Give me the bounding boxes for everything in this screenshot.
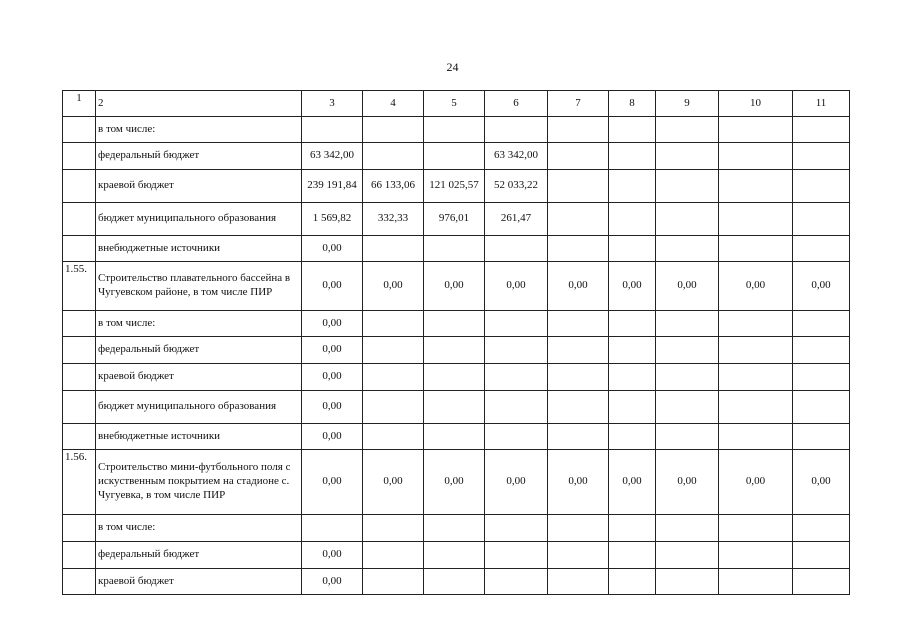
value-cell xyxy=(719,542,793,569)
value-cell xyxy=(609,569,656,595)
table-row xyxy=(63,236,850,262)
value-cell: 0,00 xyxy=(302,236,363,262)
value-cell xyxy=(609,311,656,337)
value-cell xyxy=(424,236,485,262)
value-cell xyxy=(793,117,850,143)
value-cell xyxy=(793,569,850,595)
value-cell xyxy=(548,170,609,203)
column-header: 10 xyxy=(719,91,793,117)
value-cell xyxy=(485,542,548,569)
value-cell xyxy=(719,143,793,170)
value-cell xyxy=(656,391,719,424)
value-cell xyxy=(485,236,548,262)
value-cell: 0,00 xyxy=(424,262,485,311)
row-label-cell: Строительство плавательного бассейна в Чугуевском районе, в том числе ПИР xyxy=(96,262,302,311)
value-cell xyxy=(656,236,719,262)
table-row xyxy=(63,170,850,203)
value-cell: 0,00 xyxy=(363,450,424,515)
value-cell: 0,00 xyxy=(793,450,850,515)
value-cell: 239 191,84 xyxy=(302,170,363,203)
value-cell: 0,00 xyxy=(302,424,363,450)
value-cell xyxy=(485,311,548,337)
value-cell xyxy=(548,311,609,337)
table-row xyxy=(63,117,850,143)
value-cell xyxy=(656,203,719,236)
value-cell xyxy=(548,569,609,595)
value-cell xyxy=(656,311,719,337)
column-header: 4 xyxy=(363,91,424,117)
value-cell xyxy=(363,117,424,143)
value-cell: 0,00 xyxy=(793,262,850,311)
value-cell xyxy=(302,117,363,143)
row-number-cell: 1.56. xyxy=(63,450,96,515)
value-cell xyxy=(719,391,793,424)
value-cell: 0,00 xyxy=(656,450,719,515)
row-label-cell: краевой бюджет xyxy=(96,569,302,595)
column-header: 8 xyxy=(609,91,656,117)
value-cell: 66 133,06 xyxy=(363,170,424,203)
value-cell: 0,00 xyxy=(609,450,656,515)
row-number-cell xyxy=(63,143,96,170)
value-cell xyxy=(302,515,363,542)
value-cell xyxy=(719,364,793,391)
value-cell: 0,00 xyxy=(656,262,719,311)
value-cell xyxy=(485,364,548,391)
row-number-cell xyxy=(63,203,96,236)
row-label-cell: в том числе: xyxy=(96,515,302,542)
value-cell xyxy=(424,569,485,595)
column-header: 6 xyxy=(485,91,548,117)
row-label-cell: краевой бюджет xyxy=(96,364,302,391)
value-cell xyxy=(363,424,424,450)
row-label-cell: Строительство мини-футбольного поля с искуственным покрытием на стадионе с. Чугуевка, в том числе ПИР xyxy=(96,450,302,515)
value-cell xyxy=(424,364,485,391)
value-cell: 332,33 xyxy=(363,203,424,236)
value-cell: 0,00 xyxy=(548,450,609,515)
row-label-cell: федеральный бюджет xyxy=(96,143,302,170)
value-cell xyxy=(656,143,719,170)
table-row xyxy=(63,450,850,515)
table-body xyxy=(63,91,850,595)
row-label-cell: бюджет муниципального образования xyxy=(96,391,302,424)
value-cell xyxy=(719,424,793,450)
value-cell xyxy=(793,203,850,236)
value-cell xyxy=(793,236,850,262)
row-label-cell: внебюджетные источники xyxy=(96,424,302,450)
value-cell xyxy=(548,424,609,450)
value-cell xyxy=(609,203,656,236)
value-cell xyxy=(485,515,548,542)
value-cell: 63 342,00 xyxy=(302,143,363,170)
row-number-cell xyxy=(63,569,96,595)
value-cell xyxy=(424,424,485,450)
value-cell xyxy=(609,424,656,450)
value-cell xyxy=(485,337,548,364)
value-cell xyxy=(424,515,485,542)
value-cell xyxy=(609,170,656,203)
column-header: 11 xyxy=(793,91,850,117)
value-cell: 0,00 xyxy=(302,450,363,515)
value-cell xyxy=(656,170,719,203)
value-cell: 0,00 xyxy=(302,542,363,569)
value-cell: 52 033,22 xyxy=(485,170,548,203)
value-cell xyxy=(719,170,793,203)
table-row xyxy=(63,364,850,391)
value-cell xyxy=(363,515,424,542)
value-cell xyxy=(363,364,424,391)
column-header: 7 xyxy=(548,91,609,117)
column-header: 1 xyxy=(63,91,96,117)
value-cell: 0,00 xyxy=(302,569,363,595)
value-cell xyxy=(609,542,656,569)
value-cell xyxy=(548,143,609,170)
column-header: 9 xyxy=(656,91,719,117)
value-cell xyxy=(656,515,719,542)
row-label-cell: федеральный бюджет xyxy=(96,337,302,364)
row-label-cell: в том числе: xyxy=(96,311,302,337)
table-row xyxy=(63,262,850,311)
value-cell xyxy=(548,542,609,569)
value-cell xyxy=(719,117,793,143)
value-cell xyxy=(548,364,609,391)
row-number-cell xyxy=(63,364,96,391)
value-cell xyxy=(485,391,548,424)
table-row xyxy=(63,424,850,450)
value-cell xyxy=(656,337,719,364)
value-cell xyxy=(793,143,850,170)
value-cell xyxy=(609,391,656,424)
value-cell xyxy=(548,236,609,262)
value-cell xyxy=(793,170,850,203)
value-cell: 0,00 xyxy=(424,450,485,515)
value-cell xyxy=(548,203,609,236)
value-cell xyxy=(609,143,656,170)
value-cell: 0,00 xyxy=(609,262,656,311)
value-cell: 0,00 xyxy=(302,262,363,311)
value-cell: 0,00 xyxy=(719,450,793,515)
value-cell: 0,00 xyxy=(719,262,793,311)
value-cell xyxy=(548,391,609,424)
value-cell xyxy=(793,542,850,569)
row-number-cell xyxy=(63,311,96,337)
table-row xyxy=(63,515,850,542)
table-row xyxy=(63,569,850,595)
value-cell xyxy=(719,203,793,236)
value-cell: 976,01 xyxy=(424,203,485,236)
value-cell xyxy=(793,391,850,424)
value-cell: 0,00 xyxy=(548,262,609,311)
value-cell xyxy=(719,337,793,364)
value-cell xyxy=(609,515,656,542)
value-cell xyxy=(485,569,548,595)
table-row xyxy=(63,542,850,569)
value-cell xyxy=(793,311,850,337)
value-cell xyxy=(719,236,793,262)
value-cell xyxy=(656,569,719,595)
value-cell xyxy=(609,337,656,364)
value-cell: 0,00 xyxy=(485,450,548,515)
value-cell xyxy=(363,569,424,595)
value-cell: 0,00 xyxy=(302,391,363,424)
value-cell: 0,00 xyxy=(485,262,548,311)
value-cell xyxy=(424,311,485,337)
row-label-cell: бюджет муниципального образования xyxy=(96,203,302,236)
value-cell xyxy=(363,143,424,170)
value-cell xyxy=(656,424,719,450)
value-cell: 0,00 xyxy=(363,262,424,311)
value-cell xyxy=(363,542,424,569)
value-cell: 63 342,00 xyxy=(485,143,548,170)
row-label-cell: внебюджетные источники xyxy=(96,236,302,262)
value-cell xyxy=(656,542,719,569)
value-cell: 1 569,82 xyxy=(302,203,363,236)
value-cell xyxy=(719,569,793,595)
table-row xyxy=(63,391,850,424)
value-cell xyxy=(424,143,485,170)
row-number-cell xyxy=(63,236,96,262)
table-row xyxy=(63,203,850,236)
header-row xyxy=(63,91,850,117)
value-cell xyxy=(793,515,850,542)
value-cell xyxy=(609,117,656,143)
value-cell xyxy=(719,311,793,337)
row-number-cell xyxy=(63,117,96,143)
value-cell xyxy=(548,337,609,364)
value-cell xyxy=(656,364,719,391)
row-number-cell xyxy=(63,424,96,450)
value-cell xyxy=(793,424,850,450)
table-row xyxy=(63,311,850,337)
value-cell xyxy=(609,364,656,391)
value-cell xyxy=(485,117,548,143)
row-number-cell xyxy=(63,337,96,364)
row-number-cell xyxy=(63,515,96,542)
value-cell xyxy=(793,364,850,391)
row-label-cell: в том числе: xyxy=(96,117,302,143)
value-cell xyxy=(719,515,793,542)
value-cell: 261,47 xyxy=(485,203,548,236)
table-row xyxy=(63,337,850,364)
row-number-cell xyxy=(63,170,96,203)
value-cell xyxy=(424,391,485,424)
budget-table xyxy=(62,90,850,595)
column-header: 2 xyxy=(96,91,302,117)
value-cell xyxy=(424,542,485,569)
value-cell xyxy=(656,117,719,143)
page-number: 24 xyxy=(446,60,459,74)
value-cell xyxy=(363,337,424,364)
value-cell: 0,00 xyxy=(302,364,363,391)
value-cell: 121 025,57 xyxy=(424,170,485,203)
table-row xyxy=(63,143,850,170)
row-label-cell: краевой бюджет xyxy=(96,170,302,203)
value-cell xyxy=(363,391,424,424)
row-label-cell: федеральный бюджет xyxy=(96,542,302,569)
row-number-cell xyxy=(63,391,96,424)
value-cell xyxy=(424,337,485,364)
column-header: 5 xyxy=(424,91,485,117)
value-cell: 0,00 xyxy=(302,311,363,337)
row-number-cell xyxy=(63,542,96,569)
value-cell xyxy=(609,236,656,262)
value-cell xyxy=(363,311,424,337)
column-header: 3 xyxy=(302,91,363,117)
value-cell xyxy=(424,117,485,143)
value-cell xyxy=(363,236,424,262)
value-cell: 0,00 xyxy=(302,337,363,364)
row-number-cell: 1.55. xyxy=(63,262,96,311)
value-cell xyxy=(793,337,850,364)
value-cell xyxy=(548,515,609,542)
value-cell xyxy=(485,424,548,450)
value-cell xyxy=(548,117,609,143)
